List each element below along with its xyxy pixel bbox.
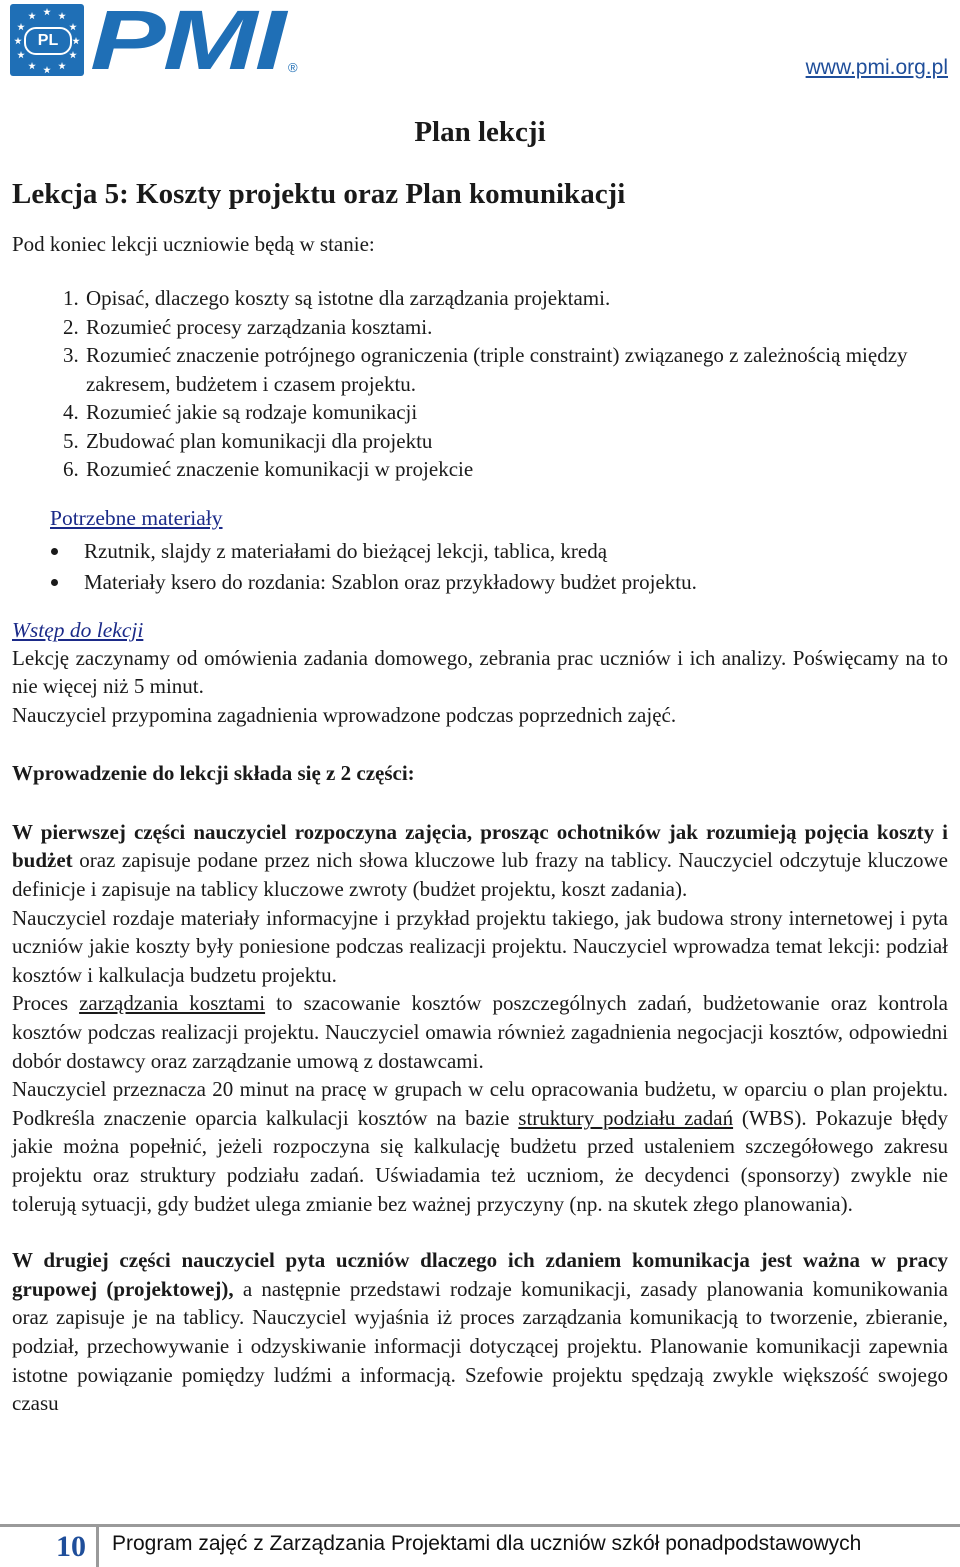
page-header	[0, 0, 960, 90]
pmi-logo-text: PMI	[90, 0, 284, 87]
lesson-title: Lekcja 5: Koszty projektu oraz Plan komunikacji	[12, 178, 626, 210]
part1-paragraph-2: Nauczyciel rozdaje materiały informacyjne i przykład projektu takiego, jak budowa strony internetowej i pyta uczniów jakie koszty były poniesione podczas realizacji projektu. Nauczyciel wprowadza temat lekcji: podział kosztów i kalkulacja budzetu projektu.	[12, 905, 948, 987]
list-item: 2. Rozumieć procesy zarządzania kosztami.	[84, 313, 948, 342]
part2-bold-lead: W drugiej części nauczyciel pyta uczniów dlaczego ich zdaniem komunikacja jest ważna w pracy grupowej (projektowej),	[12, 1248, 948, 1301]
footer-title: Program zajęć z Zarządzania Projektami dla uczniów szkół ponadpodstawowych	[112, 1532, 862, 1555]
part1-paragraph-3	[12, 989, 948, 1075]
text-run: Nauczyciel przeznacza 20 minut na pracę w grupach w celu opracowania budżetu, w oparciu o plan projektu. Podkreśla znaczenie oparcia kalkulacji kosztów na bazie	[12, 1077, 948, 1130]
text-run: to szacowanie kosztów poszczególnych zadań, budżetowanie oraz kontrola kosztów podczas realizacji projektu. Nauczyciel omawia również zagadnienia negocjacji kosztów, odpowiedni dobór dostawcy oraz zarządzanie umową z dostawcami.	[12, 991, 948, 1073]
list-item: 6. Rozumieć znaczenie komunikacji w projekcie	[84, 455, 948, 484]
intro-paragraph-2: Nauczyciel przypomina zagadnienia wprowadzone podczas poprzednich zajęć.	[12, 702, 677, 727]
text-run: Proces	[12, 991, 80, 1016]
parts-heading: Wprowadzenie do lekcji składa się z 2 części:	[12, 761, 415, 786]
page-title: Plan lekcji	[414, 116, 546, 148]
text-run: (WBS). Pokazuje błędy jakie można popełnić, jeżeli rozpoczyna się kalkulację budżetu przed ustaleniem szczegółowego zakresu projektu oraz struktury podziału zadań. Uświadamia też uczniom, że decydenci (sponsorzy) zwykle nie tolerują sytuacji, gdy budżet ulega zmianie bez ważnej przyczyny (np. na skutek złego planowania).	[12, 1105, 949, 1216]
part1-paragraph-4	[12, 1075, 948, 1218]
part2-paragraph	[12, 1246, 948, 1418]
objectives-intro: Pod koniec lekcji uczniowie będą w stanie:	[12, 232, 375, 256]
objectives-list	[12, 284, 948, 484]
cost-management-link[interactable]: zarządzania kosztami	[79, 991, 266, 1016]
page-footer	[0, 1522, 960, 1567]
website-link[interactable]: www.pmi.org.pl	[805, 56, 948, 79]
pmi-poland-logo	[10, 0, 284, 87]
materials-list	[12, 536, 948, 598]
page-number: 10	[56, 1530, 86, 1563]
list-item: Rzutnik, slajdy z materiałami do bieżącej lekcji, tablica, kredą	[84, 536, 948, 567]
list-item: 1. Opisać, dlaczego koszty są istotne dla zarządzania projektami.	[84, 284, 948, 313]
intro-paragraph: Lekcję zaczynamy od omówienia zadania domowego, zebrania prac uczniów i ich analizy. Poświęcamy na to nie więcej niż 5 minut.	[12, 645, 948, 699]
intro-section-heading: Wstęp do lekcji	[12, 617, 144, 642]
part2-text: a następnie przedstawi rodzaje komunikacji, zasady planowania komunikowania oraz zapisuje je na tablicy. Nauczyciel wyjaśnia iż proces zarządzania komunikacją to tworzenie, zbieranie, podział, przechowywanie i odzyskiwanie informacji dotyczącej projektu. Planowanie komunikacji zapewnia istotne powiązanie pomiędzy ludźmi a informacją. Szefowie projektu spędzają zwykle większość swojego czasu	[12, 1276, 948, 1416]
registered-mark: ®	[288, 60, 298, 75]
list-item: 4. Rozumieć jakie są rodzaje komunikacji	[84, 398, 948, 427]
poland-chapter-badge	[10, 4, 84, 76]
part1-bold-lead: W pierwszej części nauczyciel rozpoczyna zajęcia, prosząc ochotników jak rozumieją pojęcia koszty i budżet	[12, 819, 948, 873]
list-item: 3. Rozumieć znaczenie potrójnego ograniczenia (triple constraint) związanego z zależnością między zakresem, budżetem i czasem projektu.	[84, 341, 948, 398]
document-body	[12, 112, 948, 1418]
footer-separator	[96, 1526, 99, 1567]
part1-text: oraz zapisuje podane przez nich słowa kluczowe lub frazy na tablicy. Nauczyciel odczytuje kluczowe definicje i zapisuje na tablicy kluczowe zwroty (budżet projektu, koszt zadania).	[12, 848, 948, 902]
footer-divider	[0, 1524, 960, 1527]
badge-pl-text: PL	[24, 27, 72, 55]
wbs-link[interactable]: struktury podziału zadań	[518, 1105, 734, 1130]
part1-paragraph	[12, 818, 948, 904]
list-item: Materiały ksero do rozdania: Szablon oraz przykładowy budżet projektu.	[84, 567, 948, 598]
materials-heading: Potrzebne materiały	[50, 505, 223, 530]
list-item: 5. Zbudować plan komunikacji dla projektu	[84, 427, 948, 456]
